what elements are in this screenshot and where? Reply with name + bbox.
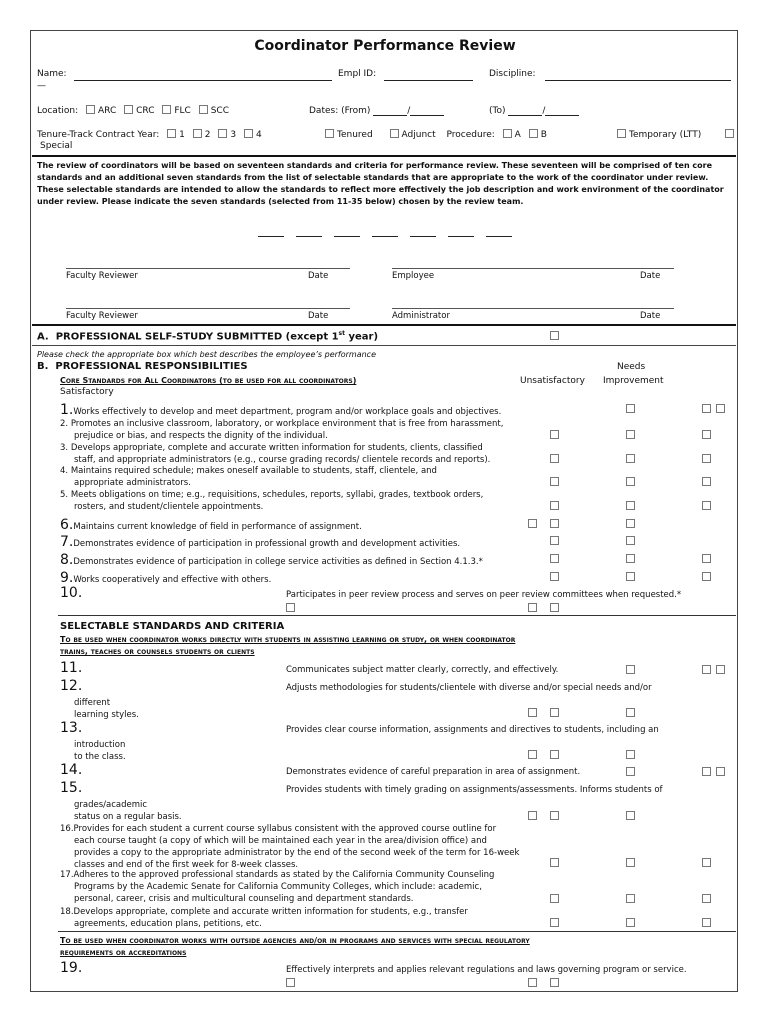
date-label: Date — [640, 311, 661, 321]
date-label: Date — [640, 271, 661, 281]
dates-to-label: (To) — [489, 106, 506, 116]
item-number: 4. — [60, 466, 69, 476]
satisfactory-checkbox[interactable] — [286, 978, 295, 987]
special-checkbox[interactable] — [725, 129, 734, 138]
faculty-reviewer-label: Faculty Reviewer — [66, 311, 138, 321]
satisfactory-checkbox[interactable] — [286, 603, 295, 612]
section-a-text-end: year) — [345, 331, 379, 343]
item-number: 5. — [60, 490, 69, 500]
self-study-checkbox[interactable] — [550, 331, 559, 340]
item-text: personal, career, crisis and multicultural counseling and department standards. — [74, 894, 414, 904]
unsatisfactory-checkbox[interactable] — [528, 811, 537, 820]
item-number: 6. — [60, 517, 74, 533]
sel-item-18 — [60, 906, 468, 930]
core-standards-heading: Core Standards for All Coordinators (to be used for all coordinators) — [60, 376, 357, 385]
sel-item-12-cont — [74, 697, 139, 721]
year-1-checkbox[interactable] — [167, 129, 176, 138]
unsatisfactory-checkbox[interactable] — [550, 811, 559, 820]
needs-improvement-checkbox[interactable] — [626, 918, 635, 927]
section-b-title: PROFESSIONAL RESPONSIBILITIES — [55, 361, 248, 372]
location-scc-label: SCC — [210, 106, 229, 116]
to-year-field[interactable] — [545, 105, 579, 116]
item-text: Promotes an inclusive classroom, laboratory, or workplace environment that is free from harassment, — [70, 419, 504, 429]
section-a-text: PROFESSIONAL SELF-STUDY SUBMITTED (except 1 — [55, 331, 339, 343]
sel-item-12-text: Adjusts methodologies for students/clientele with diverse and/or special needs and/or — [286, 683, 652, 693]
sel-item-11-text: Communicates subject matter clearly, correctly, and effectively. — [286, 665, 559, 675]
needs-improvement-checkbox[interactable] — [626, 430, 635, 439]
core-item-10-number: 10. — [60, 585, 83, 601]
core-item-10-text: Participates in peer review process and serves on peer review committees when requested.* — [286, 590, 682, 600]
section-a-heading — [37, 330, 378, 342]
selectable-subheading: trains, teaches or counsels students or clients — [60, 647, 255, 656]
satisfactory-checkbox[interactable] — [716, 767, 725, 776]
item-text: Adheres to the approved professional standards as stated by the California Community Counseling — [73, 870, 495, 880]
sel-item-15-text: Provides students with timely grading on assignments/assessments. Informs students of — [286, 785, 663, 795]
standard-blank[interactable] — [486, 236, 512, 237]
item-number: 9. — [60, 570, 74, 586]
item-text: learning styles. — [74, 710, 139, 720]
unsatisfactory-checkbox[interactable] — [528, 519, 537, 528]
section-b-heading — [37, 361, 248, 372]
unsatisfactory-checkbox[interactable] — [550, 554, 559, 563]
dates-row — [309, 105, 444, 116]
core-item-5 — [60, 489, 483, 513]
item-text: Works cooperatively and effective with others. — [73, 575, 272, 585]
core-item-7 — [60, 531, 460, 550]
year-1-label: 1 — [179, 130, 185, 140]
outside-item-19-number: 19. — [60, 960, 83, 976]
core-item-2 — [60, 418, 503, 442]
item-number: 2. — [60, 419, 69, 429]
to-month-field[interactable] — [508, 105, 542, 116]
item-text: grades/academic — [74, 800, 148, 810]
administrator-label: Administrator — [392, 311, 450, 321]
item-text: agreements, education plans, petitions, etc. — [74, 919, 262, 929]
unsatisfactory-checkbox[interactable] — [550, 708, 559, 717]
administrator-signature-line[interactable] — [392, 308, 674, 309]
location-scc-checkbox[interactable] — [199, 105, 208, 114]
needs-improvement-checkbox[interactable] — [626, 665, 635, 674]
sel-item-12-number: 12. — [60, 678, 83, 694]
instruction-text: Please check the appropriate box which best describes the employee’s performance — [37, 350, 376, 359]
item-text: Demonstrates evidence of participation in professional growth and development activities. — [73, 539, 461, 549]
item-number: 8. — [60, 552, 74, 568]
page-title: Coordinator Performance Review — [254, 38, 516, 54]
status-row — [320, 129, 547, 140]
item-text: prejudice or bias, and respects the dignity of the individual. — [74, 431, 328, 441]
standard-blank[interactable] — [296, 236, 322, 237]
sel-item-13-text: Provides clear course information, assignments and directives to students, including an — [286, 725, 659, 735]
date-separator: / — [542, 106, 546, 116]
core-item-9 — [60, 567, 271, 586]
faculty-reviewer-label: Faculty Reviewer — [66, 271, 138, 281]
year-3-label: 3 — [230, 130, 237, 140]
core-item-4 — [60, 465, 437, 489]
standard-blank[interactable] — [372, 236, 398, 237]
location-flc-checkbox[interactable] — [162, 105, 171, 114]
unsatisfactory-checkbox[interactable] — [528, 603, 537, 612]
needs-improvement-checkbox[interactable] — [626, 404, 635, 413]
item-number: 16. — [60, 824, 74, 834]
satisfactory-checkbox[interactable] — [702, 918, 711, 927]
satisfactory-checkbox[interactable] — [716, 404, 725, 413]
needs-improvement-checkbox[interactable] — [626, 536, 635, 545]
year-2-checkbox[interactable] — [193, 129, 202, 138]
item-number: 3. — [60, 443, 69, 453]
dates-to-row — [489, 105, 579, 116]
col-needs-label: Needs — [617, 362, 646, 372]
date-label: Date — [308, 311, 329, 321]
item-number: 7. — [60, 534, 74, 550]
sel-item-16 — [60, 823, 519, 871]
procedure-b-label: B — [540, 130, 547, 140]
col-improvement-label: Improvement — [603, 376, 664, 386]
unsatisfactory-checkbox[interactable] — [550, 536, 559, 545]
location-flc-label: FLC — [174, 106, 191, 116]
dash-text: — — [37, 81, 46, 91]
item-text: introduction — [74, 740, 126, 750]
date-separator: / — [407, 106, 411, 116]
location-row — [37, 105, 229, 116]
sel-item-11-number: 11. — [60, 660, 83, 676]
satisfactory-checkbox[interactable] — [702, 665, 711, 674]
item-text: Meets obligations on time; e.g., requisitions, schedules, reports, syllabi, grades, textbook orders, — [70, 490, 484, 500]
year-4-checkbox[interactable] — [244, 129, 253, 138]
sel-item-13-cont — [74, 739, 126, 763]
item-number: 17. — [60, 870, 74, 880]
section-b-letter: B. — [37, 361, 49, 372]
item-text: appropriate administrators. — [74, 478, 191, 488]
section-divider — [58, 615, 736, 616]
section-divider — [32, 345, 736, 346]
core-item-1 — [60, 399, 501, 418]
needs-improvement-checkbox[interactable] — [626, 811, 635, 820]
name-field[interactable] — [74, 69, 332, 81]
section-divider — [32, 155, 736, 157]
section-a-sup: st — [338, 330, 345, 337]
satisfactory-checkbox[interactable] — [716, 665, 725, 674]
procedure-b-checkbox[interactable] — [529, 129, 538, 138]
item-text: Develops appropriate, complete and accurate written information for students, clients, classified — [70, 443, 483, 453]
satisfactory-checkbox[interactable] — [702, 477, 711, 486]
item-text: Programs by the Academic Senate for California Community Colleges, which include: academic, — [74, 882, 482, 892]
needs-improvement-checkbox[interactable] — [626, 767, 635, 776]
discipline-field[interactable] — [545, 69, 731, 81]
temporary-label: Temporary (LTT) — [629, 130, 702, 140]
discipline-label: Discipline: — [489, 69, 536, 79]
selectable-heading: SELECTABLE STANDARDS AND CRITERIA — [60, 621, 285, 632]
year-4-label: 4 — [256, 130, 262, 140]
item-text: classes and end of the first week for 8-week classes. — [74, 860, 299, 870]
standard-blank[interactable] — [410, 236, 436, 237]
col-unsatisfactory-label: Unsatisfactory — [520, 376, 585, 386]
tenure-row — [37, 129, 262, 140]
section-divider — [58, 931, 736, 932]
item-text: Provides for each student a current course syllabus consistent with the approved course outline for — [73, 824, 497, 834]
location-crc-label: CRC — [136, 106, 155, 116]
sel-item-14-text: Demonstrates evidence of careful preparation in area of assignment. — [286, 767, 581, 777]
name-label: Name: — [37, 69, 67, 79]
needs-improvement-checkbox[interactable] — [626, 554, 635, 563]
temporary-checkbox[interactable] — [617, 129, 626, 138]
unsatisfactory-checkbox[interactable] — [550, 858, 559, 867]
faculty-reviewer-signature-line[interactable] — [66, 268, 350, 269]
item-text: each course taught (a copy of which will be maintained each year in the area/division office) and — [74, 836, 487, 846]
from-month-field[interactable] — [373, 105, 407, 116]
sel-item-14-number: 14. — [60, 762, 83, 778]
unsatisfactory-checkbox[interactable] — [550, 519, 559, 528]
unsatisfactory-checkbox[interactable] — [528, 978, 537, 987]
empl-id-label: Empl ID: — [338, 69, 377, 79]
sel-item-17 — [60, 869, 494, 905]
core-item-3 — [60, 442, 490, 466]
intro-paragraph: The review of coordinators will be based on seventeen standards and criteria for performance review. These seventeen will be comprised of ten core standards and an additional seven standards from the list of selectable standards that are appropriate to the work of the coordinator under review. These selectable standards are intended to allow the standards to reflect more effectively the job description and work environment of the coordinator under review. Please indicate the seven standards (selected from 11-35 below) chosen by the review team. — [37, 161, 724, 206]
item-number: 18. — [60, 907, 74, 917]
needs-improvement-checkbox[interactable] — [626, 708, 635, 717]
item-text: Maintains required schedule; makes oneself available to students, staff, clientele, and — [70, 466, 437, 476]
date-label: Date — [308, 271, 329, 281]
section-a-letter: A. — [37, 331, 49, 343]
dates-from-label: Dates: (From) — [309, 106, 371, 116]
satisfactory-checkbox[interactable] — [702, 894, 711, 903]
tenure-label: Tenure-Track Contract Year: — [37, 130, 160, 140]
from-year-field[interactable] — [410, 105, 444, 116]
tenured-checkbox[interactable] — [325, 129, 334, 138]
sel-item-13-number: 13. — [60, 720, 83, 736]
unsatisfactory-checkbox[interactable] — [550, 750, 559, 759]
satisfactory-checkbox[interactable] — [702, 767, 711, 776]
location-arc-label: ARC — [97, 106, 117, 116]
unsatisfactory-checkbox[interactable] — [550, 978, 559, 987]
employee-label: Employee — [392, 271, 435, 281]
unsatisfactory-checkbox[interactable] — [550, 501, 559, 510]
section-divider — [32, 324, 736, 326]
needs-improvement-checkbox[interactable] — [626, 572, 635, 581]
satisfactory-checkbox[interactable] — [702, 572, 711, 581]
unsatisfactory-checkbox[interactable] — [550, 918, 559, 927]
unsatisfactory-checkbox[interactable] — [550, 572, 559, 581]
sel-item-15-number: 15. — [60, 780, 83, 796]
standard-blank[interactable] — [334, 236, 360, 237]
adjunct-label: Adjunct — [401, 130, 436, 140]
procedure-label: Procedure: — [446, 130, 495, 140]
needs-improvement-checkbox[interactable] — [626, 519, 635, 528]
location-crc-checkbox[interactable] — [124, 105, 133, 114]
outside-subheading: requirements or accreditations — [60, 948, 187, 957]
tenured-label: Tenured — [337, 130, 373, 140]
unsatisfactory-checkbox[interactable] — [550, 454, 559, 463]
outside-subheading: To be used when coordinator works with outside agencies and/or in programs and services with special regulatory — [60, 936, 530, 945]
year-2-label: 2 — [204, 130, 211, 140]
item-text: rosters, and student/clientele appointments. — [74, 502, 264, 512]
unsatisfactory-checkbox[interactable] — [550, 894, 559, 903]
procedure-a-checkbox[interactable] — [503, 129, 512, 138]
unsatisfactory-checkbox[interactable] — [528, 750, 537, 759]
item-text: provides a copy to the appropriate administrator by the end of the second week of the term for 16-week — [74, 848, 520, 858]
item-text: Maintains current knowledge of field in performance of assignment. — [73, 522, 362, 532]
item-text: different — [74, 698, 111, 708]
item-text: status on a regular basis. — [74, 812, 182, 822]
employee-signature-line[interactable] — [392, 268, 674, 269]
unsatisfactory-checkbox[interactable] — [528, 708, 537, 717]
selectable-subheading: To be used when coordinator works directly with students in assisting learning or study, or when coordinator — [60, 635, 516, 644]
outside-item-19-text: Effectively interprets and applies relevant regulations and laws governing program or service. — [286, 965, 687, 975]
needs-improvement-checkbox[interactable] — [626, 858, 635, 867]
needs-improvement-checkbox[interactable] — [626, 454, 635, 463]
unsatisfactory-checkbox[interactable] — [550, 603, 559, 612]
core-item-8 — [60, 549, 483, 568]
unsatisfactory-checkbox[interactable] — [550, 477, 559, 486]
special-label: Special — [40, 141, 73, 151]
satisfactory-checkbox[interactable] — [702, 430, 711, 439]
standard-blank[interactable] — [448, 236, 474, 237]
temporary-row — [612, 129, 701, 140]
item-text: to the class. — [74, 752, 126, 762]
empl-id-field[interactable] — [384, 69, 473, 81]
needs-improvement-checkbox[interactable] — [626, 750, 635, 759]
sel-item-15-cont — [74, 799, 182, 823]
needs-improvement-checkbox[interactable] — [626, 501, 635, 510]
year-3-checkbox[interactable] — [218, 129, 227, 138]
item-text: Works effectively to develop and meet department, program and/or workplace goals and objectives. — [73, 407, 502, 417]
location-arc-checkbox[interactable] — [86, 105, 95, 114]
col-satisfactory-label: Satisfactory — [60, 387, 114, 397]
adjunct-checkbox[interactable] — [390, 129, 399, 138]
needs-improvement-checkbox[interactable] — [626, 477, 635, 486]
standard-blank[interactable] — [258, 236, 284, 237]
satisfactory-checkbox[interactable] — [702, 554, 711, 563]
item-text: Develops appropriate, complete and accurate written information for students, e.g., transfer — [73, 907, 468, 917]
satisfactory-checkbox[interactable] — [702, 858, 711, 867]
item-text: staff, and appropriate administrators (e.g., course grading records/ clientele records and reports). — [74, 455, 491, 465]
procedure-a-label: A — [514, 130, 521, 140]
item-number: 1. — [60, 402, 74, 418]
item-text: Demonstrates evidence of participation in college service activities as defined in Section 4.1.3.* — [73, 557, 483, 567]
unsatisfactory-checkbox[interactable] — [550, 430, 559, 439]
satisfactory-checkbox[interactable] — [702, 404, 711, 413]
needs-improvement-checkbox[interactable] — [626, 894, 635, 903]
faculty-reviewer-signature-line-2[interactable] — [66, 308, 350, 309]
satisfactory-checkbox[interactable] — [702, 454, 711, 463]
location-label: Location: — [37, 106, 79, 116]
satisfactory-checkbox[interactable] — [702, 501, 711, 510]
